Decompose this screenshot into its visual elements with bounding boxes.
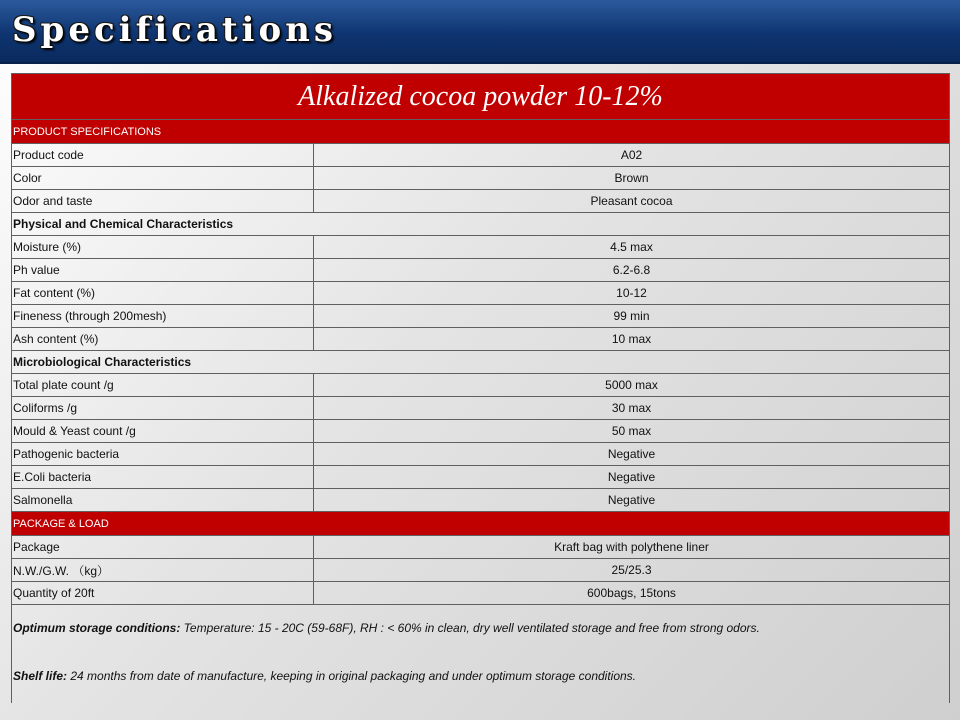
slide-title: Specifications <box>12 10 338 50</box>
spec-row <box>12 259 950 282</box>
spec-label: Total plate count /g <box>12 374 314 397</box>
spec-label: Package <box>12 536 314 559</box>
spec-label: Coliforms /g <box>12 397 314 420</box>
spec-row <box>12 374 950 397</box>
shelf-label: Shelf life: <box>13 669 68 683</box>
spec-value: 99 min <box>314 305 950 328</box>
spec-value: 5000 max <box>314 374 950 397</box>
notes-row <box>12 605 950 703</box>
spec-value: 4.5 max <box>314 236 950 259</box>
spec-value: Brown <box>314 167 950 190</box>
spec-value: 30 max <box>314 397 950 420</box>
spec-label: Mould & Yeast count /g <box>12 420 314 443</box>
spec-value: Pleasant cocoa <box>314 190 950 213</box>
spec-value: 25/25.3 <box>314 559 950 582</box>
product-title-row <box>12 74 950 120</box>
spec-label: Product code <box>12 144 314 167</box>
spec-row <box>12 190 950 213</box>
spec-label: Moisture (%) <box>12 236 314 259</box>
spec-value: Negative <box>314 443 950 466</box>
section-header: Physical and Chemical Characteristics <box>12 213 950 236</box>
notes-cell <box>12 605 950 703</box>
spec-row <box>12 328 950 351</box>
spec-label: E.Coli bacteria <box>12 466 314 489</box>
spec-row <box>12 489 950 512</box>
section-header-row <box>12 512 950 536</box>
section-header-row <box>12 120 950 144</box>
spec-label: Color <box>12 167 314 190</box>
storage-label: Optimum storage conditions: <box>13 621 181 635</box>
spec-label: Ash content (%) <box>12 328 314 351</box>
spec-row <box>12 397 950 420</box>
slide-header <box>0 0 960 64</box>
spec-row <box>12 466 950 489</box>
spec-row <box>12 236 950 259</box>
section-header-row <box>12 351 950 374</box>
spec-value: 6.2-6.8 <box>314 259 950 282</box>
spec-label: Fineness (through 200mesh) <box>12 305 314 328</box>
spec-row <box>12 144 950 167</box>
shelf-life-note <box>13 669 948 683</box>
product-title: Alkalized cocoa powder 10-12% <box>12 74 950 120</box>
spec-row <box>12 559 950 582</box>
spec-label: Odor and taste <box>12 190 314 213</box>
spec-table <box>11 73 950 703</box>
spec-label: Ph value <box>12 259 314 282</box>
storage-note <box>13 621 948 635</box>
spec-value: 50 max <box>314 420 950 443</box>
section-header-row <box>12 213 950 236</box>
spec-value: Negative <box>314 489 950 512</box>
spec-value: 10-12 <box>314 282 950 305</box>
spec-row <box>12 443 950 466</box>
section-header: Microbiological Characteristics <box>12 351 950 374</box>
spec-row <box>12 536 950 559</box>
spec-row <box>12 582 950 605</box>
spec-label: N.W./G.W. （kg） <box>12 559 314 582</box>
spec-row <box>12 420 950 443</box>
spec-label: Quantity of 20ft <box>12 582 314 605</box>
shelf-text: 24 months from date of manufacture, keeping in original packaging and under optimum storage conditions. <box>67 669 637 683</box>
spec-row <box>12 282 950 305</box>
spec-row <box>12 305 950 328</box>
spec-value: 10 max <box>314 328 950 351</box>
section-header: PACKAGE & LOAD <box>12 512 950 536</box>
spec-value: Negative <box>314 466 950 489</box>
spec-value: A02 <box>314 144 950 167</box>
spec-value: Kraft bag with polythene liner <box>314 536 950 559</box>
storage-text: Temperature: 15 - 20C (59-68F), RH : < 60% in clean, dry well ventilated storage and free from strong odors. <box>180 621 760 635</box>
spec-label: Fat content (%) <box>12 282 314 305</box>
section-header: PRODUCT SPECIFICATIONS <box>12 120 950 144</box>
spec-row <box>12 167 950 190</box>
spec-label: Pathogenic bacteria <box>12 443 314 466</box>
spec-label: Salmonella <box>12 489 314 512</box>
spec-value: 600bags, 15tons <box>314 582 950 605</box>
